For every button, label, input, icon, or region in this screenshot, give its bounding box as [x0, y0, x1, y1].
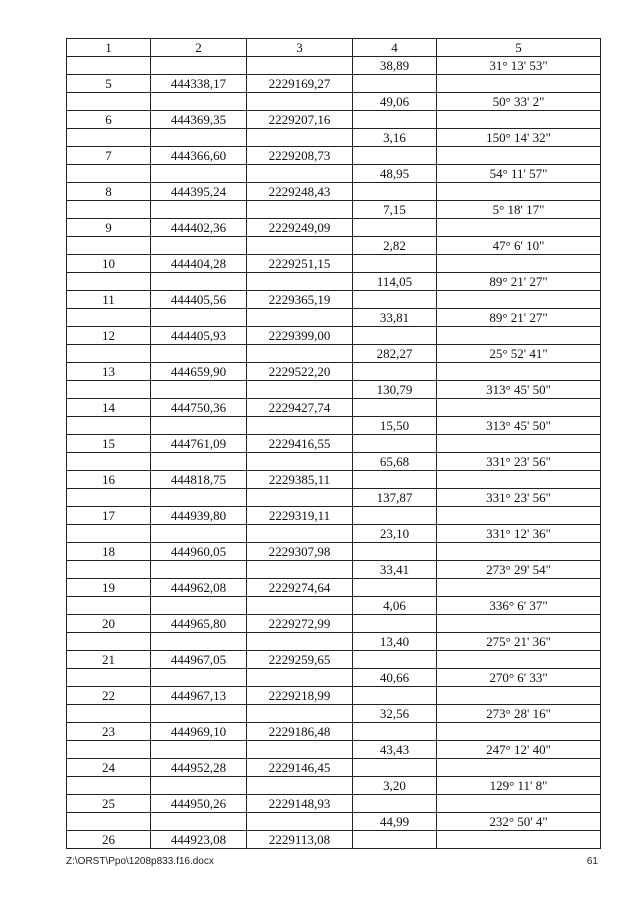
point-number-cell: 26 — [67, 831, 151, 849]
point-number-cell: 15 — [67, 435, 151, 453]
y-coordinate-cell — [247, 597, 353, 615]
point-number-cell — [67, 561, 151, 579]
header-col-5: 5 — [437, 39, 601, 57]
table-row — [67, 219, 601, 237]
table-row — [67, 633, 601, 651]
table-row — [67, 345, 601, 363]
x-coordinate-cell — [151, 93, 247, 111]
y-coordinate-cell: 2229251,15 — [247, 255, 353, 273]
table-row — [67, 381, 601, 399]
distance-cell: 48,95 — [353, 165, 437, 183]
y-coordinate-cell: 2229307,98 — [247, 543, 353, 561]
table-row — [67, 111, 601, 129]
distance-cell — [353, 543, 437, 561]
y-coordinate-cell — [247, 633, 353, 651]
distance-cell: 4,06 — [353, 597, 437, 615]
x-coordinate-cell: 444750,36 — [151, 399, 247, 417]
direction-angle-cell: 50° 33' 2" — [437, 93, 601, 111]
y-coordinate-cell — [247, 273, 353, 291]
x-coordinate-cell — [151, 813, 247, 831]
x-coordinate-cell — [151, 129, 247, 147]
direction-angle-cell: 150° 14' 32" — [437, 129, 601, 147]
direction-angle-cell: 275° 21' 36" — [437, 633, 601, 651]
x-coordinate-cell — [151, 453, 247, 471]
y-coordinate-cell: 2229169,27 — [247, 75, 353, 93]
point-number-cell — [67, 453, 151, 471]
direction-angle-cell — [437, 291, 601, 309]
direction-angle-cell — [437, 615, 601, 633]
direction-angle-cell — [437, 507, 601, 525]
x-coordinate-cell: 444965,80 — [151, 615, 247, 633]
point-number-cell — [67, 669, 151, 687]
table-row — [67, 489, 601, 507]
y-coordinate-cell — [247, 417, 353, 435]
point-number-cell — [67, 813, 151, 831]
x-coordinate-cell: 444950,26 — [151, 795, 247, 813]
distance-cell: 49,06 — [353, 93, 437, 111]
x-coordinate-cell: 444962,08 — [151, 579, 247, 597]
table-row — [67, 165, 601, 183]
x-coordinate-cell — [151, 741, 247, 759]
x-coordinate-cell — [151, 165, 247, 183]
direction-angle-cell — [437, 795, 601, 813]
direction-angle-cell — [437, 399, 601, 417]
distance-cell: 114,05 — [353, 273, 437, 291]
y-coordinate-cell: 2229416,55 — [247, 435, 353, 453]
header-col-2: 2 — [151, 39, 247, 57]
table-row — [67, 129, 601, 147]
y-coordinate-cell: 2229148,93 — [247, 795, 353, 813]
distance-cell: 40,66 — [353, 669, 437, 687]
x-coordinate-cell — [151, 201, 247, 219]
direction-angle-cell — [437, 687, 601, 705]
table-row — [67, 327, 601, 345]
y-coordinate-cell — [247, 201, 353, 219]
distance-cell — [353, 255, 437, 273]
table-row — [67, 831, 601, 849]
distance-cell — [353, 687, 437, 705]
direction-angle-cell — [437, 363, 601, 381]
y-coordinate-cell: 2229113,08 — [247, 831, 353, 849]
x-coordinate-cell — [151, 633, 247, 651]
distance-cell — [353, 75, 437, 93]
direction-angle-cell — [437, 435, 601, 453]
table-row — [67, 525, 601, 543]
distance-cell: 15,50 — [353, 417, 437, 435]
point-number-cell — [67, 345, 151, 363]
y-coordinate-cell: 2229218,99 — [247, 687, 353, 705]
table-row — [67, 687, 601, 705]
point-number-cell — [67, 525, 151, 543]
table-row — [67, 579, 601, 597]
distance-cell — [353, 759, 437, 777]
y-coordinate-cell — [247, 237, 353, 255]
direction-angle-cell — [437, 651, 601, 669]
y-coordinate-cell: 2229272,99 — [247, 615, 353, 633]
direction-angle-cell — [437, 255, 601, 273]
distance-cell — [353, 507, 437, 525]
y-coordinate-cell — [247, 741, 353, 759]
point-number-cell: 7 — [67, 147, 151, 165]
point-number-cell: 16 — [67, 471, 151, 489]
y-coordinate-cell — [247, 57, 353, 75]
distance-cell — [353, 651, 437, 669]
distance-cell: 38,89 — [353, 57, 437, 75]
x-coordinate-cell — [151, 561, 247, 579]
distance-cell — [353, 471, 437, 489]
y-coordinate-cell — [247, 813, 353, 831]
x-coordinate-cell: 444969,10 — [151, 723, 247, 741]
y-coordinate-cell — [247, 705, 353, 723]
distance-cell: 32,56 — [353, 705, 437, 723]
x-coordinate-cell: 444404,28 — [151, 255, 247, 273]
coordinates-table — [66, 38, 601, 849]
y-coordinate-cell — [247, 129, 353, 147]
direction-angle-cell: 31° 13' 53" — [437, 57, 601, 75]
x-coordinate-cell: 444405,56 — [151, 291, 247, 309]
direction-angle-cell — [437, 183, 601, 201]
header-col-1: 1 — [67, 39, 151, 57]
distance-cell — [353, 795, 437, 813]
table-row — [67, 309, 601, 327]
distance-cell — [353, 147, 437, 165]
point-number-cell — [67, 633, 151, 651]
direction-angle-cell — [437, 111, 601, 129]
footer-file-path: Z:\ORST\Ppo\1208p833.f16.docx — [66, 856, 214, 867]
direction-angle-cell: 270° 6' 33" — [437, 669, 601, 687]
direction-angle-cell: 5° 18' 17" — [437, 201, 601, 219]
x-coordinate-cell: 444960,05 — [151, 543, 247, 561]
x-coordinate-cell: 444967,05 — [151, 651, 247, 669]
x-coordinate-cell — [151, 345, 247, 363]
point-number-cell: 24 — [67, 759, 151, 777]
footer-page-number: 61 — [586, 856, 598, 867]
distance-cell — [353, 327, 437, 345]
x-coordinate-cell — [151, 57, 247, 75]
table-row — [67, 813, 601, 831]
point-number-cell: 25 — [67, 795, 151, 813]
table-row — [67, 615, 601, 633]
y-coordinate-cell: 2229274,64 — [247, 579, 353, 597]
direction-angle-cell: 25° 52' 41" — [437, 345, 601, 363]
direction-angle-cell: 47° 6' 10" — [437, 237, 601, 255]
point-number-cell: 23 — [67, 723, 151, 741]
distance-cell — [353, 399, 437, 417]
x-coordinate-cell — [151, 309, 247, 327]
distance-cell — [353, 183, 437, 201]
point-number-cell — [67, 237, 151, 255]
point-number-cell — [67, 705, 151, 723]
distance-cell — [353, 435, 437, 453]
direction-angle-cell — [437, 759, 601, 777]
distance-cell: 282,27 — [353, 345, 437, 363]
distance-cell — [353, 219, 437, 237]
table-row — [67, 543, 601, 561]
table-row — [67, 795, 601, 813]
y-coordinate-cell — [247, 561, 353, 579]
distance-cell: 13,40 — [353, 633, 437, 651]
direction-angle-cell — [437, 219, 601, 237]
x-coordinate-cell: 444761,09 — [151, 435, 247, 453]
point-number-cell — [67, 489, 151, 507]
direction-angle-cell: 313° 45' 50" — [437, 417, 601, 435]
table-row — [67, 651, 601, 669]
point-number-cell — [67, 741, 151, 759]
direction-angle-cell — [437, 471, 601, 489]
x-coordinate-cell: 444369,35 — [151, 111, 247, 129]
y-coordinate-cell — [247, 165, 353, 183]
direction-angle-cell: 89° 21' 27" — [437, 273, 601, 291]
direction-angle-cell — [437, 543, 601, 561]
y-coordinate-cell: 2229259,65 — [247, 651, 353, 669]
distance-cell — [353, 723, 437, 741]
point-number-cell: 21 — [67, 651, 151, 669]
table-row — [67, 255, 601, 273]
table-row — [67, 201, 601, 219]
distance-cell: 3,16 — [353, 129, 437, 147]
x-coordinate-cell: 444395,24 — [151, 183, 247, 201]
y-coordinate-cell — [247, 345, 353, 363]
table-row — [67, 777, 601, 795]
point-number-cell — [67, 597, 151, 615]
distance-cell: 130,79 — [353, 381, 437, 399]
direction-angle-cell: 273° 28' 16" — [437, 705, 601, 723]
direction-angle-cell: 336° 6' 37" — [437, 597, 601, 615]
distance-cell: 65,68 — [353, 453, 437, 471]
point-number-cell — [67, 165, 151, 183]
table-row — [67, 759, 601, 777]
x-coordinate-cell: 444659,90 — [151, 363, 247, 381]
distance-cell: 7,15 — [353, 201, 437, 219]
y-coordinate-cell: 2229249,09 — [247, 219, 353, 237]
distance-cell: 23,10 — [353, 525, 437, 543]
point-number-cell — [67, 309, 151, 327]
y-coordinate-cell: 2229146,45 — [247, 759, 353, 777]
table-row — [67, 507, 601, 525]
table-row — [67, 363, 601, 381]
distance-cell — [353, 111, 437, 129]
table-row — [67, 597, 601, 615]
x-coordinate-cell — [151, 597, 247, 615]
y-coordinate-cell: 2229427,74 — [247, 399, 353, 417]
distance-cell: 44,99 — [353, 813, 437, 831]
direction-angle-cell: 331° 12' 36" — [437, 525, 601, 543]
x-coordinate-cell: 444939,80 — [151, 507, 247, 525]
x-coordinate-cell — [151, 237, 247, 255]
distance-cell: 33,41 — [353, 561, 437, 579]
table-row — [67, 93, 601, 111]
table-row — [67, 75, 601, 93]
y-coordinate-cell — [247, 453, 353, 471]
table-body — [67, 57, 601, 849]
direction-angle-cell — [437, 327, 601, 345]
table-row — [67, 705, 601, 723]
distance-cell — [353, 615, 437, 633]
table-row — [67, 453, 601, 471]
y-coordinate-cell — [247, 777, 353, 795]
point-number-cell — [67, 273, 151, 291]
direction-angle-cell: 331° 23' 56" — [437, 489, 601, 507]
x-coordinate-cell — [151, 381, 247, 399]
table-row — [67, 741, 601, 759]
x-coordinate-cell — [151, 669, 247, 687]
y-coordinate-cell — [247, 381, 353, 399]
point-number-cell: 13 — [67, 363, 151, 381]
point-number-cell: 17 — [67, 507, 151, 525]
direction-angle-cell: 232° 50' 4" — [437, 813, 601, 831]
x-coordinate-cell — [151, 489, 247, 507]
point-number-cell — [67, 57, 151, 75]
y-coordinate-cell: 2229365,19 — [247, 291, 353, 309]
x-coordinate-cell: 444405,93 — [151, 327, 247, 345]
y-coordinate-cell — [247, 309, 353, 327]
point-number-cell: 14 — [67, 399, 151, 417]
point-number-cell — [67, 777, 151, 795]
distance-cell: 43,43 — [353, 741, 437, 759]
distance-cell — [353, 291, 437, 309]
point-number-cell — [67, 417, 151, 435]
x-coordinate-cell: 444818,75 — [151, 471, 247, 489]
x-coordinate-cell: 444338,17 — [151, 75, 247, 93]
table-row — [67, 669, 601, 687]
point-number-cell: 8 — [67, 183, 151, 201]
distance-cell: 2,82 — [353, 237, 437, 255]
point-number-cell — [67, 129, 151, 147]
distance-cell: 3,20 — [353, 777, 437, 795]
direction-angle-cell: 273° 29' 54" — [437, 561, 601, 579]
distance-cell — [353, 579, 437, 597]
point-number-cell: 6 — [67, 111, 151, 129]
point-number-cell: 19 — [67, 579, 151, 597]
table-row — [67, 723, 601, 741]
table-row — [67, 183, 601, 201]
distance-cell — [353, 831, 437, 849]
distance-cell: 137,87 — [353, 489, 437, 507]
y-coordinate-cell: 2229186,48 — [247, 723, 353, 741]
table-row — [67, 561, 601, 579]
x-coordinate-cell — [151, 417, 247, 435]
table-row — [67, 471, 601, 489]
point-number-cell — [67, 201, 151, 219]
x-coordinate-cell — [151, 525, 247, 543]
header-col-3: 3 — [247, 39, 353, 57]
header-col-4: 4 — [353, 39, 437, 57]
y-coordinate-cell — [247, 669, 353, 687]
table-row — [67, 273, 601, 291]
point-number-cell: 9 — [67, 219, 151, 237]
x-coordinate-cell: 444952,28 — [151, 759, 247, 777]
direction-angle-cell — [437, 75, 601, 93]
y-coordinate-cell: 2229319,11 — [247, 507, 353, 525]
distance-cell: 33,81 — [353, 309, 437, 327]
y-coordinate-cell: 2229207,16 — [247, 111, 353, 129]
direction-angle-cell — [437, 723, 601, 741]
y-coordinate-cell — [247, 93, 353, 111]
direction-angle-cell: 54° 11' 57" — [437, 165, 601, 183]
y-coordinate-cell — [247, 489, 353, 507]
y-coordinate-cell: 2229522,20 — [247, 363, 353, 381]
x-coordinate-cell — [151, 705, 247, 723]
x-coordinate-cell: 444967,13 — [151, 687, 247, 705]
direction-angle-cell: 313° 45' 50" — [437, 381, 601, 399]
point-number-cell: 5 — [67, 75, 151, 93]
point-number-cell: 10 — [67, 255, 151, 273]
direction-angle-cell: 89° 21' 27" — [437, 309, 601, 327]
y-coordinate-cell: 2229248,43 — [247, 183, 353, 201]
distance-cell — [353, 363, 437, 381]
point-number-cell: 22 — [67, 687, 151, 705]
point-number-cell: 11 — [67, 291, 151, 309]
point-number-cell: 12 — [67, 327, 151, 345]
y-coordinate-cell — [247, 525, 353, 543]
direction-angle-cell — [437, 579, 601, 597]
y-coordinate-cell: 2229385,11 — [247, 471, 353, 489]
point-number-cell: 20 — [67, 615, 151, 633]
point-number-cell — [67, 381, 151, 399]
direction-angle-cell: 331° 23' 56" — [437, 453, 601, 471]
x-coordinate-cell: 444366,60 — [151, 147, 247, 165]
y-coordinate-cell: 2229208,73 — [247, 147, 353, 165]
x-coordinate-cell — [151, 777, 247, 795]
table-header-row — [67, 39, 601, 57]
x-coordinate-cell — [151, 273, 247, 291]
y-coordinate-cell: 2229399,00 — [247, 327, 353, 345]
table-row — [67, 237, 601, 255]
table-row — [67, 291, 601, 309]
direction-angle-cell — [437, 831, 601, 849]
point-number-cell: 18 — [67, 543, 151, 561]
direction-angle-cell: 247° 12' 40" — [437, 741, 601, 759]
table-row — [67, 147, 601, 165]
table-row — [67, 417, 601, 435]
table-row — [67, 57, 601, 75]
point-number-cell — [67, 93, 151, 111]
table-row — [67, 435, 601, 453]
table-row — [67, 399, 601, 417]
x-coordinate-cell: 444923,08 — [151, 831, 247, 849]
direction-angle-cell — [437, 147, 601, 165]
direction-angle-cell: 129° 11' 8" — [437, 777, 601, 795]
x-coordinate-cell: 444402,36 — [151, 219, 247, 237]
